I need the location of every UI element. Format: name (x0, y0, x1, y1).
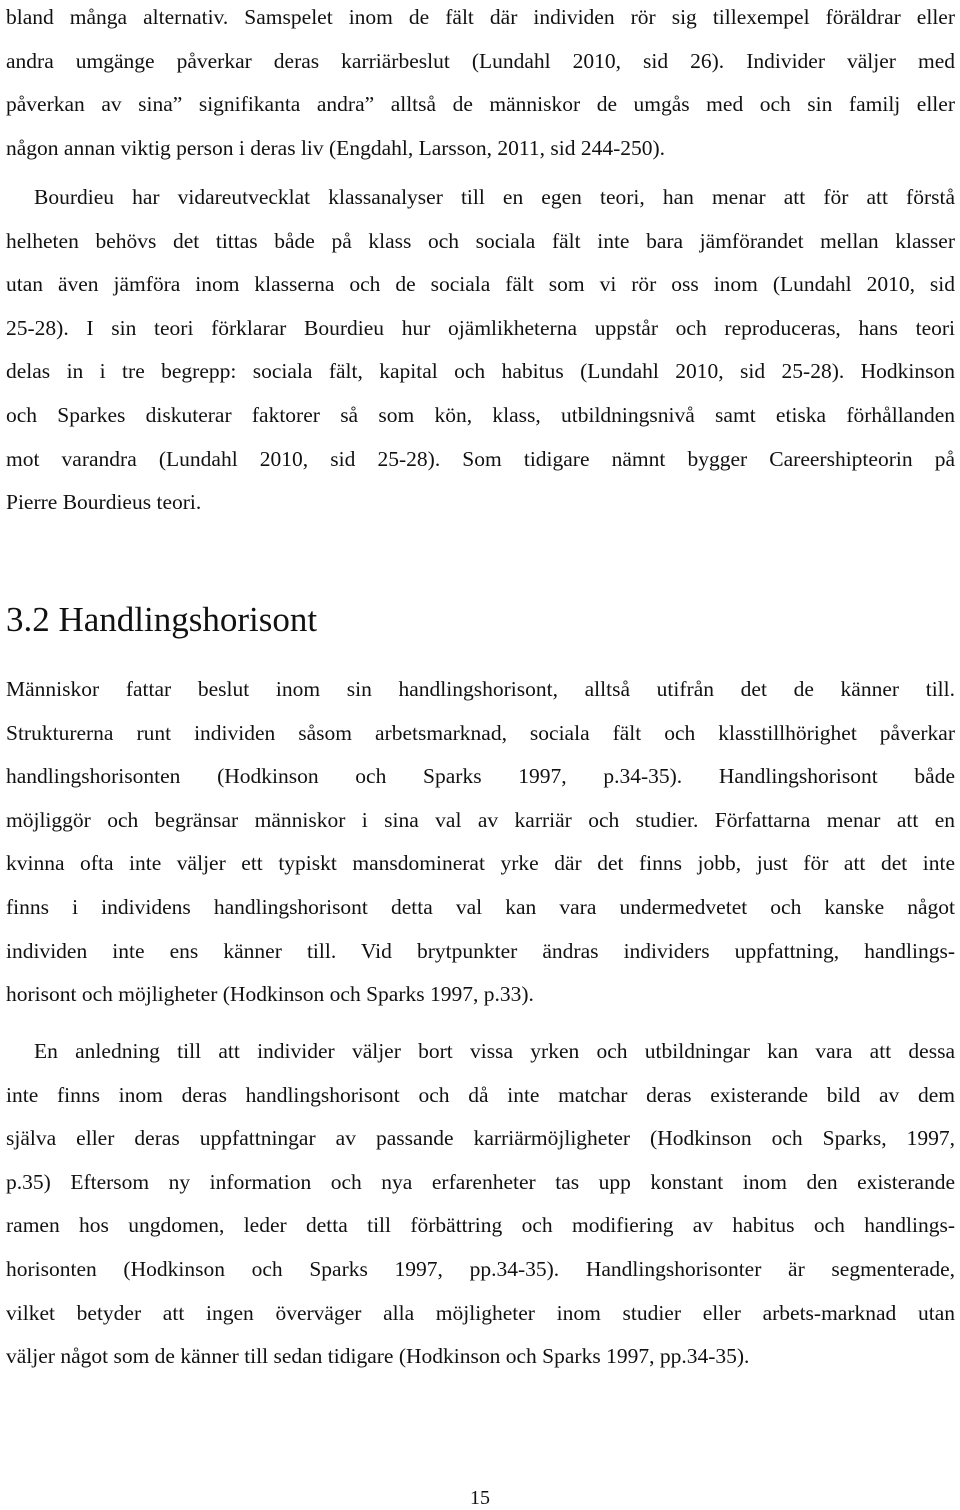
text-line: inte finns inom deras handlingshorisont och då inte matchar deras existerande bild av dem (6, 1082, 955, 1107)
text-line: och Sparkes diskuterar faktorer så som kön, klass, utbildningsnivå samt etiska förhållanden (6, 402, 955, 427)
paragraph-career-choices (6, 1030, 955, 1379)
text-line: mot varandra (Lundahl 2010, sid 25-28). Som tidigare nämnt bygger Careershipteorin på (6, 446, 955, 471)
text-line: andra umgänge påverkar deras karriärbeslut (Lundahl 2010, sid 26). Individer väljer med (6, 48, 955, 73)
paragraph-handlingshorisont (6, 668, 955, 1017)
text-line: själva eller deras uppfattningar av passande karriärmöjligheter (Hodkinson och Sparks, 1997, (6, 1126, 955, 1151)
text-line: utan även jämföra inom klasserna och de sociala fält som vi rör oss inom (Lundahl 2010, sid (6, 272, 955, 297)
text-line: Strukturerna runt individen såsom arbetsmarknad, sociala fält och klasstillhörighet påverkar (6, 720, 955, 745)
text-line: finns i individens handlingshorisont detta val kan vara undermedvetet och kanske något (6, 894, 955, 919)
paragraph-career-influences (6, 0, 955, 170)
text-line: Människor fattar beslut inom sin handlingshorisont, alltså utifrån det de känner till. (6, 677, 955, 701)
text-line: horisont och möjligheter (Hodkinson och Sparks 1997, p.33). (6, 982, 534, 1007)
text-line: Pierre Bourdieus teori. (6, 490, 202, 515)
text-line: bland många alternativ. Samspelet inom de fält där individen rör sig tillexempel föräldrar eller (6, 5, 955, 29)
text-line: Bourdieu har vidareutvecklat klassanalyser till en egen teori, han menar att för att förstå (34, 185, 955, 209)
document-page (6, 0, 955, 1509)
text-line: horisonten (Hodkinson och Sparks 1997, pp.34-35). Handlingshorisonter är segmenterade, (6, 1256, 955, 1281)
text-line: möjliggör och begränsar människor i sina val av karriär och studier. Författarna menar att en (6, 807, 955, 832)
text-line: En anledning till att individer väljer bort vissa yrken och utbildningar kan vara att dessa (34, 1039, 955, 1063)
text-line: delas in i tre begrepp: sociala fält, kapital och habitus (Lundahl 2010, sid 25-28). Hodkinson (6, 359, 955, 384)
paragraph-bourdieu-theory (6, 176, 955, 525)
section-heading: 3.2 Handlingshorisont (6, 600, 318, 639)
text-line: någon annan viktig person i deras liv (Engdahl, Larsson, 2011, sid 244-250). (6, 135, 666, 160)
text-line: kvinna ofta inte väljer ett typiskt mansdominerat yrke där det finns jobb, just för att det inte (6, 851, 955, 876)
text-line: p.35) Eftersom ny information och nya erfarenheter tas upp konstant inom den existerande (6, 1169, 955, 1194)
text-line: 25-28). I sin teori förklarar Bourdieu hur ojämlikheterna uppstår och reproduceras, hans teori (6, 315, 955, 340)
page-number: 15 (470, 1487, 490, 1509)
text-line: helheten behövs det tittas både på klass och sociala fält inte bara jämförandet mellan klasser (6, 228, 955, 253)
text-line: påverkan av sina” signifikanta andra” alltså de människor de umgås med och sin familj eller (6, 92, 955, 117)
text-line: vilket betyder att ingen överväger alla möjligheter inom studier eller arbets-marknad utan (6, 1300, 955, 1325)
text-line: väljer något som de känner till sedan tidigare (Hodkinson och Sparks 1997, pp.34-35). (6, 1344, 750, 1369)
text-line: handlingshorisonten (Hodkinson och Sparks 1997, p.34-35). Handlingshorisont både (6, 764, 955, 789)
text-line: individen inte ens känner till. Vid brytpunkter ändras individers uppfattning, handlings- (6, 938, 955, 963)
text-line: ramen hos ungdomen, leder detta till förbättring och modifiering av habitus och handlings- (6, 1213, 955, 1238)
